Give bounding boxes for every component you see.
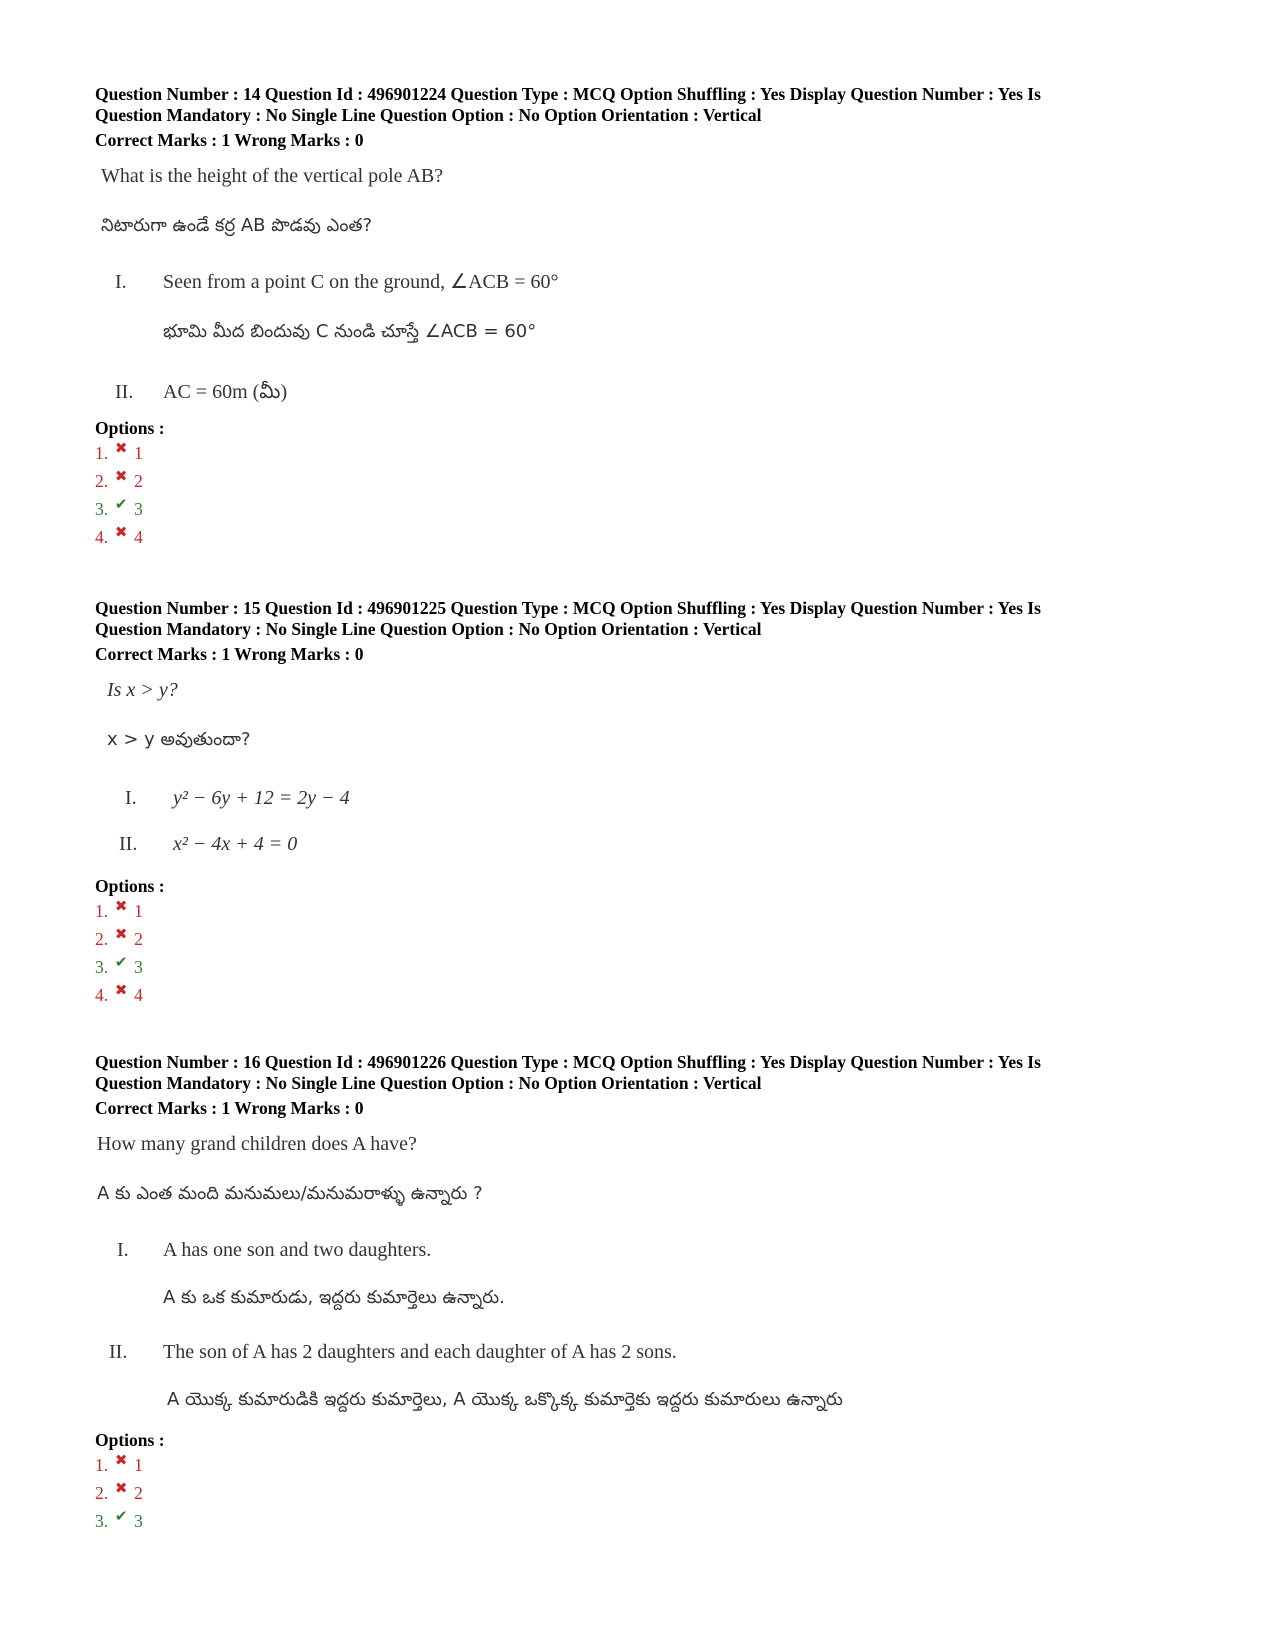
question-meta: Question Number : 15 Question Id : 496901225 Question Type : MCQ Option Shuffling : Yes Display Question Number : Yes Is Question Mandatory : No Single Line Question Option : No Option Orientation : Vertical — [95, 598, 1041, 639]
question-stem-en: Is x > y? — [107, 679, 178, 701]
option-2: 2. ✖ 2 — [95, 467, 1195, 495]
question-stem-en: What is the height of the vertical pole AB? — [101, 165, 444, 187]
cross-icon: ✖ — [114, 441, 128, 457]
check-icon: ✔ — [114, 955, 128, 971]
statement-1-te: A కు ఒక కుమారుడు, ఇద్దరు కుమార్తెలు ఉన్నారు. — [163, 1287, 505, 1308]
question-block-15 — [95, 598, 1195, 1009]
cross-icon: ✖ — [114, 1481, 128, 1497]
statement-2: II. AC = 60m (మీ) — [115, 381, 288, 403]
cross-icon: ✖ — [114, 1453, 128, 1469]
cross-icon: ✖ — [114, 899, 128, 915]
question-stem-te: నిటారుగా ఉండే కర్ర AB పొడవు ఎంత? — [101, 215, 373, 236]
question-block-16 — [95, 1052, 1195, 1535]
check-icon: ✔ — [114, 1509, 128, 1525]
question-stem-te: A కు ఎంత మంది మనుమలు/మనుమరాళ్ళు ఉన్నారు ? — [97, 1183, 483, 1204]
option-1: 1. ✖ 1 — [95, 439, 1195, 467]
question-meta: Question Number : 16 Question Id : 496901226 Question Type : MCQ Option Shuffling : Yes Display Question Number : Yes Is Question Mandatory : No Single Line Question Option : No Option Orientation : Vertical — [95, 1052, 1041, 1093]
statement-1: I. A has one son and two daughters. — [117, 1239, 432, 1261]
option-2: 2. ✖ 2 — [95, 925, 1195, 953]
options-list — [95, 1451, 1195, 1535]
statement-2: II. The son of A has 2 daughters and each daughter of A has 2 sons. — [109, 1341, 677, 1363]
options-label: Options : — [95, 418, 165, 438]
marks-line: Correct Marks : 1 Wrong Marks : 0 — [95, 1098, 364, 1118]
option-3: 3. ✔ 3 — [95, 1507, 1195, 1535]
question-meta: Question Number : 14 Question Id : 496901224 Question Type : MCQ Option Shuffling : Yes Display Question Number : Yes Is Question Mandatory : No Single Line Question Option : No Option Orientation : Vertical — [95, 84, 1041, 125]
cross-icon: ✖ — [114, 469, 128, 485]
option-3: 3. ✔ 3 — [95, 953, 1195, 981]
option-2: 2. ✖ 2 — [95, 1479, 1195, 1507]
statement-1: I. Seen from a point C on the ground, ∠ACB = 60° — [115, 271, 559, 293]
cross-icon: ✖ — [114, 927, 128, 943]
marks-line: Correct Marks : 1 Wrong Marks : 0 — [95, 130, 364, 150]
marks-line: Correct Marks : 1 Wrong Marks : 0 — [95, 644, 364, 664]
statement-2-te: A యొక్క కుమారుడికి ఇద్దరు కుమార్తెలు, A యొక్క ఒక్కొక్క కుమార్తెకు ఇద్దరు కుమారులు ఉన్నారు — [167, 1389, 843, 1410]
option-3: 3. ✔ 3 — [95, 495, 1195, 523]
option-4: 4. ✖ 4 — [95, 981, 1195, 1009]
option-4: 4. ✖ 4 — [95, 523, 1195, 551]
options-label: Options : — [95, 1430, 165, 1450]
question-stem-en: How many grand children does A have? — [97, 1133, 417, 1155]
options-label: Options : — [95, 876, 165, 896]
cross-icon: ✖ — [114, 525, 128, 541]
check-icon: ✔ — [114, 497, 128, 513]
option-1: 1. ✖ 1 — [95, 897, 1195, 925]
options-list — [95, 439, 1195, 551]
options-list — [95, 897, 1195, 1009]
question-block-14 — [95, 84, 1195, 551]
question-stem-te: x > y అవుతుందా? — [107, 729, 251, 750]
cross-icon: ✖ — [114, 983, 128, 999]
statement-1-te: భూమి మీద బిందువు C నుండి చూస్తే ∠ACB = 60° — [163, 321, 537, 342]
statement-1: I. y² − 6y + 12 = 2y − 4 — [125, 787, 350, 809]
statement-2: II. x² − 4x + 4 = 0 — [119, 833, 298, 855]
option-1: 1. ✖ 1 — [95, 1451, 1195, 1479]
